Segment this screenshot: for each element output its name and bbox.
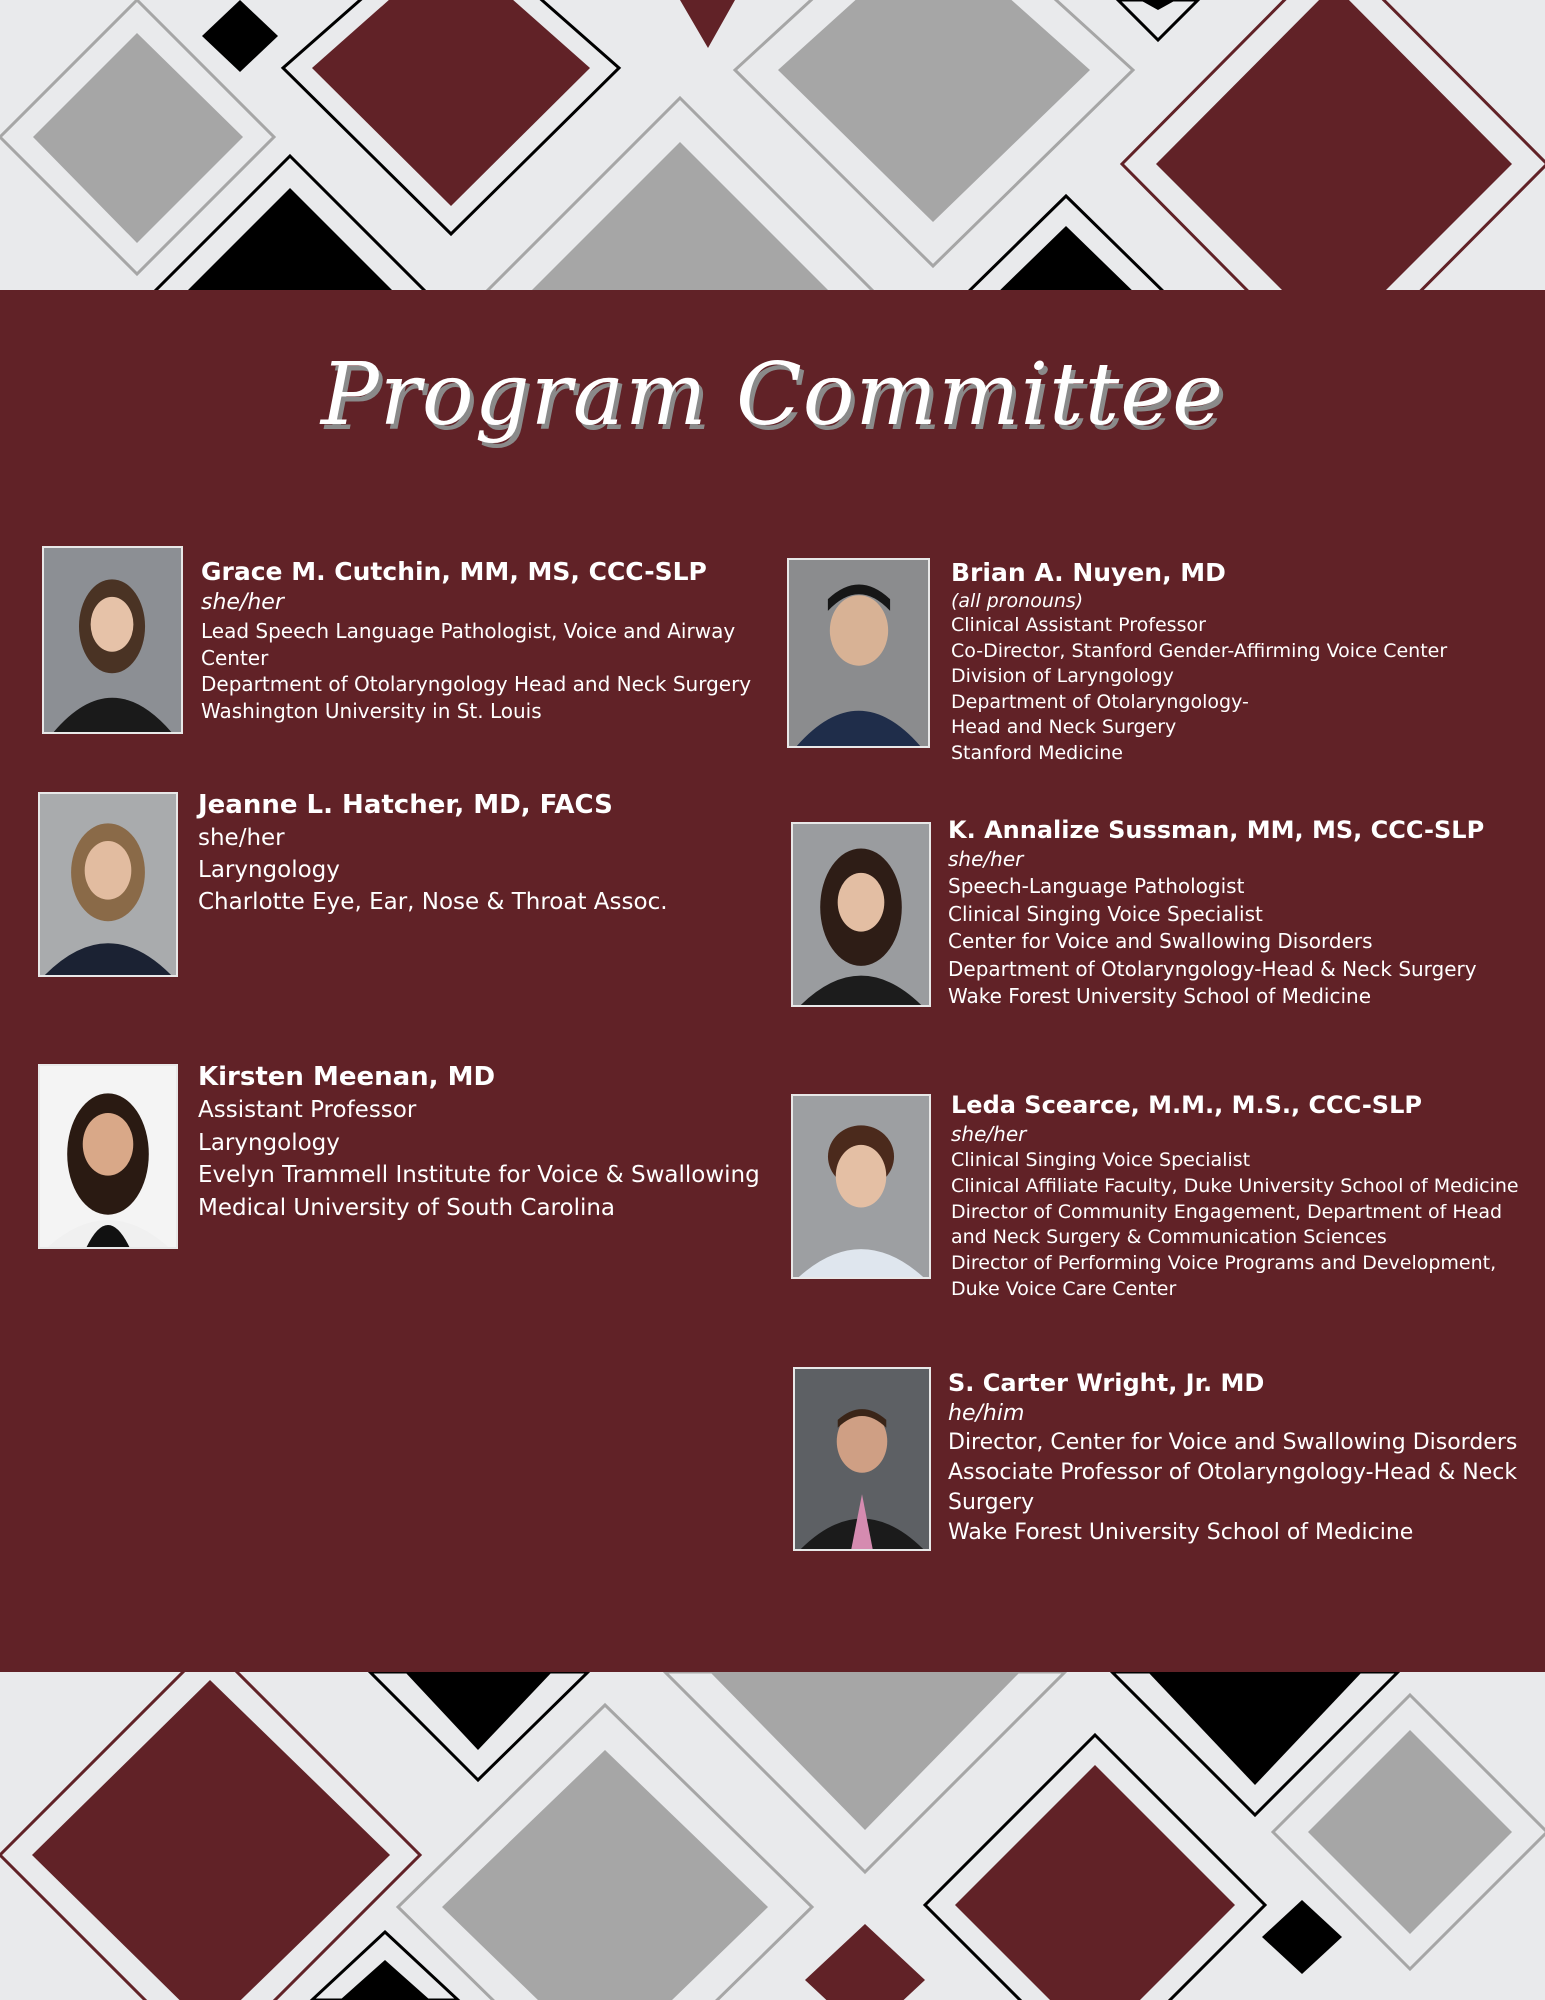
member-pronouns: he/him	[948, 1401, 1025, 1426]
member-detail: Head and Neck Surgery	[951, 716, 1177, 738]
portrait-jeanne-hatcher	[38, 792, 178, 977]
member-name: K. Annalize Sussman, MM, MS, CCC-SLP	[948, 816, 1485, 844]
member-detail: Clinical Assistant Professor	[951, 614, 1206, 636]
member-detail: Evelyn Trammell Institute for Voice & Swallowing	[198, 1162, 760, 1188]
portrait-brian-nuyen	[787, 558, 930, 748]
member-name: S. Carter Wright, Jr. MD	[948, 1369, 1265, 1397]
member-detail: Laryngology	[198, 1129, 340, 1156]
member-info-leda-scearce	[951, 1089, 1536, 1303]
member-pronouns: she/her	[948, 847, 1024, 871]
member-detail: Department of Otolaryngology-	[951, 690, 1249, 713]
member-detail: Duke Voice Care Center	[951, 1277, 1177, 1300]
member-detail: Stanford Medicine	[951, 741, 1123, 764]
member-detail: Speech-Language Pathologist	[948, 874, 1245, 898]
member-info-grace-cutchin	[201, 556, 761, 724]
member-detail: Department of Otolaryngology-Head & Neck Surgery	[948, 956, 1477, 981]
member-detail: Center	[201, 645, 269, 670]
member-detail: Clinical Singing Voice Specialist	[951, 1149, 1251, 1171]
member-detail: Director of Performing Voice Programs and Development,	[951, 1252, 1497, 1275]
member-detail: Assistant Professor	[198, 1097, 417, 1123]
portrait-leda-scearce	[791, 1094, 931, 1279]
portrait-kirsten-meenan	[38, 1064, 178, 1249]
member-pronouns: she/her	[951, 1122, 1027, 1146]
member-name: Grace M. Cutchin, MM, MS, CCC-SLP	[201, 557, 707, 586]
member-detail: Washington University in St. Louis	[201, 698, 542, 723]
member-detail: Director of Community Engagement, Department of Head	[951, 1200, 1503, 1223]
member-name: Jeanne L. Hatcher, MD, FACS	[198, 790, 613, 820]
member-detail: Center for Voice and Swallowing Disorders	[948, 929, 1373, 953]
member-detail: Medical University of South Carolina	[198, 1194, 616, 1221]
member-info-brian-nuyen	[951, 557, 1511, 766]
member-detail: Associate Professor of Otolaryngology-Head & Neck	[948, 1460, 1518, 1485]
member-info-carter-wright	[948, 1367, 1528, 1548]
member-detail: Laryngology	[198, 857, 340, 883]
member-name: Kirsten Meenan, MD	[198, 1062, 496, 1092]
member-pronouns: she/her	[198, 825, 285, 851]
member-detail: and Neck Surgery & Communication Sciences	[951, 1226, 1387, 1249]
member-detail: Division of Laryngology	[951, 665, 1174, 687]
portrait-annalize-sussman	[791, 822, 931, 1007]
member-name: Leda Scearce, M.M., M.S., CCC-SLP	[951, 1091, 1422, 1119]
member-detail: Surgery	[948, 1490, 1035, 1515]
member-detail: Lead Speech Language Pathologist, Voice and Airway	[201, 619, 736, 643]
portrait-carter-wright	[793, 1367, 931, 1551]
member-info-jeanne-hatcher	[198, 789, 758, 918]
member-detail: Charlotte Eye, Ear, Nose & Throat Assoc.	[198, 889, 668, 915]
member-pronouns: (all pronouns)	[951, 590, 1084, 612]
member-detail: Department of Otolaryngology Head and Neck Surgery	[201, 672, 752, 696]
bottom-geometric-decoration	[0, 1672, 1545, 2000]
member-detail: Wake Forest University School of Medicine	[948, 984, 1371, 1008]
member-info-kirsten-meenan	[198, 1061, 778, 1224]
member-detail: Co-Director, Stanford Gender-Affirming Voice Center	[951, 639, 1448, 662]
member-detail: Clinical Affiliate Faculty, Duke University School of Medicine	[951, 1174, 1519, 1197]
member-detail: Clinical Singing Voice Specialist	[948, 901, 1263, 926]
portrait-grace-cutchin	[42, 546, 183, 734]
member-name: Brian A. Nuyen, MD	[951, 558, 1226, 587]
top-geometric-decoration	[0, 0, 1545, 298]
member-detail: Director, Center for Voice and Swallowing Disorders	[948, 1430, 1518, 1455]
member-detail: Wake Forest University School of Medicine	[948, 1520, 1414, 1545]
member-pronouns: she/her	[201, 590, 284, 615]
page-title: Program Committee	[320, 345, 1225, 445]
member-info-annalize-sussman	[948, 814, 1528, 1011]
